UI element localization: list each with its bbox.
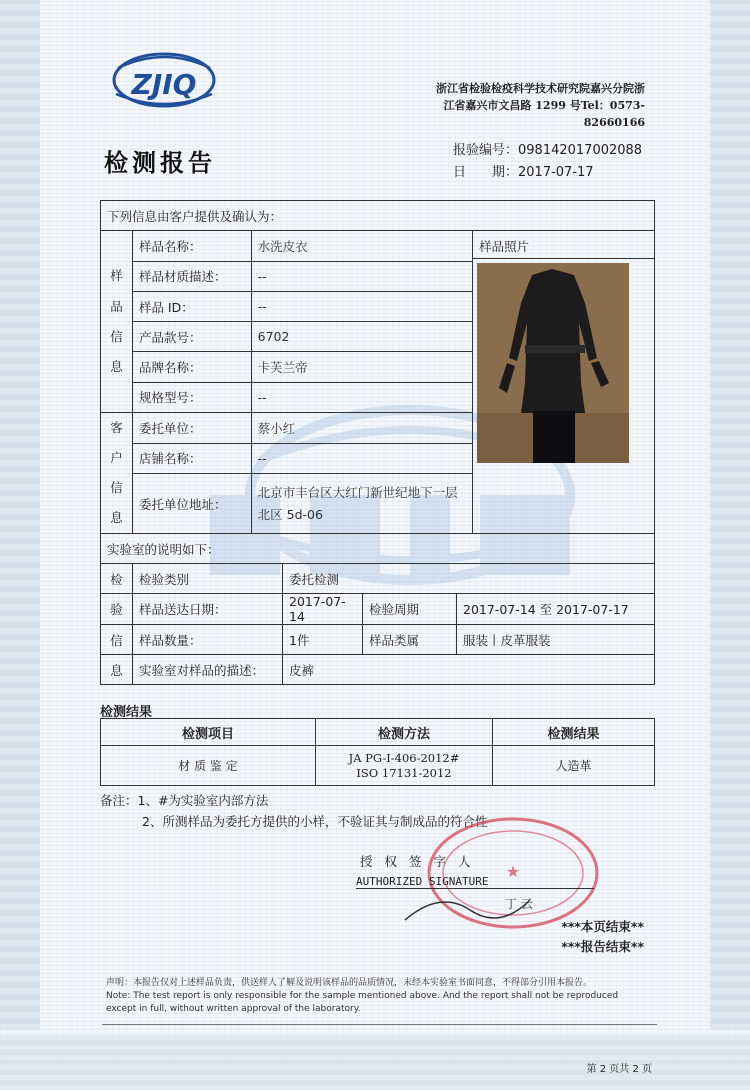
results-table [100, 718, 655, 786]
disclaimer [106, 977, 646, 1016]
photo-label: 样品照片 [473, 231, 654, 259]
result-item: 材 质 鉴 定 [101, 746, 316, 786]
logo-text: ZJIQ [131, 68, 197, 101]
row-value: -- [251, 291, 472, 321]
qty-value: 1件 [283, 625, 363, 655]
report-date: 2017-07-17 [518, 165, 594, 180]
row-label: 产品款号： [132, 322, 251, 352]
page-end: ***本页结束** [561, 919, 644, 934]
row-label: 品牌名称： [132, 352, 251, 382]
note-2: 2、所测样品为委托方提供的小样，不验证其与制成品的符合性 [142, 814, 488, 829]
side-char: 息 [110, 359, 123, 375]
row-label: 规格型号： [132, 382, 251, 412]
client-info-table [100, 200, 655, 534]
results-heading: 检测结果 [100, 705, 153, 720]
organization-info [405, 80, 645, 131]
row-value: -- [251, 443, 472, 473]
period-value: 2017-07-14 至 2017-07-17 [457, 594, 655, 625]
security-border-right [710, 0, 750, 1030]
lab-info-table [100, 533, 655, 685]
row-value: 蔡小红 [251, 413, 472, 444]
row-label: 样品材质描述： [132, 261, 251, 291]
received-label: 样品送达日期： [133, 594, 283, 625]
received-date: 2017-07-14 [283, 594, 363, 625]
row-value: -- [251, 382, 472, 412]
row-value: -- [251, 261, 472, 291]
svg-text:★: ★ [505, 862, 521, 881]
side-char: 息 [110, 510, 123, 526]
col-result: 检测结果 [493, 719, 655, 746]
side-char: 信 [101, 625, 133, 655]
org-line-2: 江省嘉兴市文昌路 1299 号Tel：0573- [443, 99, 645, 112]
disclaimer-cn: 声明：本报告仅对上述样品负责，供送样人了解及说明该样品的品质情况，未经本实验室书面同意，不得部分引用本报告。 [106, 978, 593, 988]
page-number: 第 2 页共 2 页 [586, 1064, 652, 1075]
side-char: 品 [110, 298, 123, 314]
row-label: 样品名称： [132, 231, 251, 261]
handwritten-signature [400, 880, 540, 940]
qty-label: 样品数量： [133, 625, 283, 655]
date-label: 日 期： [453, 165, 519, 180]
client-section-heading: 下列信息由客户提供及确认为： [101, 201, 655, 231]
zjiq-logo [102, 50, 227, 120]
sample-photo [477, 263, 629, 463]
report-meta [453, 140, 642, 184]
side-char: 息 [101, 655, 133, 685]
row-label: 店铺名称： [132, 443, 251, 473]
address-line-1: 北京市丰台区大红门新世纪地下一层 [257, 484, 458, 500]
org-line-1: 浙江省检验检疫科学技术研究院嘉兴分院浙 [436, 82, 645, 95]
page-title: 检测报告 [104, 148, 216, 177]
side-char: 户 [110, 450, 123, 466]
result-value: 人造革 [493, 746, 655, 786]
side-char: 样 [110, 268, 123, 284]
desc-label: 实验室对样品的描述： [133, 655, 283, 685]
period-label: 检验周期 [363, 594, 457, 625]
side-char: 检 [101, 564, 133, 594]
security-border-left [0, 0, 40, 1030]
method-line-1: JA PG-I-406-2012# [348, 750, 460, 765]
row-label: 委托单位： [132, 413, 251, 444]
side-char: 客 [110, 420, 123, 436]
inspection-type: 委托检测 [283, 564, 655, 594]
note-1: 备注：1、#为实验室内部方法 [100, 793, 269, 808]
col-item: 检测项目 [101, 719, 316, 746]
disclaimer-en: Note: The test report is only responsible for the sample mentioned above. And the report shall not be reproduced except in full, without written approval of the laboratory. [106, 991, 619, 1014]
side-char: 验 [101, 594, 133, 625]
row-label: 委托单位地址： [132, 473, 251, 534]
footer-divider [102, 1024, 657, 1025]
row-value: 水洗皮衣 [251, 231, 472, 261]
side-char: 信 [110, 328, 123, 344]
inspection-type-label: 检验类别 [133, 564, 283, 594]
report-end: ***报告结束** [561, 939, 644, 954]
method-line-2: ISO 17131-2012 [356, 765, 452, 780]
desc-value: 皮裤 [283, 655, 655, 685]
signature-label-en: AUTHORIZED SIGNATURE [356, 875, 489, 888]
report-no: 098142017002088 [518, 143, 643, 158]
category-label: 样品类属 [363, 625, 457, 655]
org-line-3: 82660166 [583, 116, 645, 129]
address-line-2: 北区 5d-06 [257, 506, 323, 522]
lab-section-heading: 实验室的说明如下： [101, 534, 655, 564]
signature-label: 授权签字人 [360, 854, 483, 869]
row-value: 6702 [251, 322, 472, 352]
side-char: 信 [110, 480, 123, 496]
row-value: 卡芙兰帝 [251, 352, 472, 382]
sample-photo-cell [473, 231, 655, 534]
report-no-label: 报验编号： [453, 143, 519, 158]
category-value: 服装丨皮革服装 [457, 625, 655, 655]
row-label: 样品 ID： [132, 291, 251, 321]
signatory-name: 丁 云 [505, 897, 533, 911]
col-method: 检测方法 [316, 719, 493, 746]
